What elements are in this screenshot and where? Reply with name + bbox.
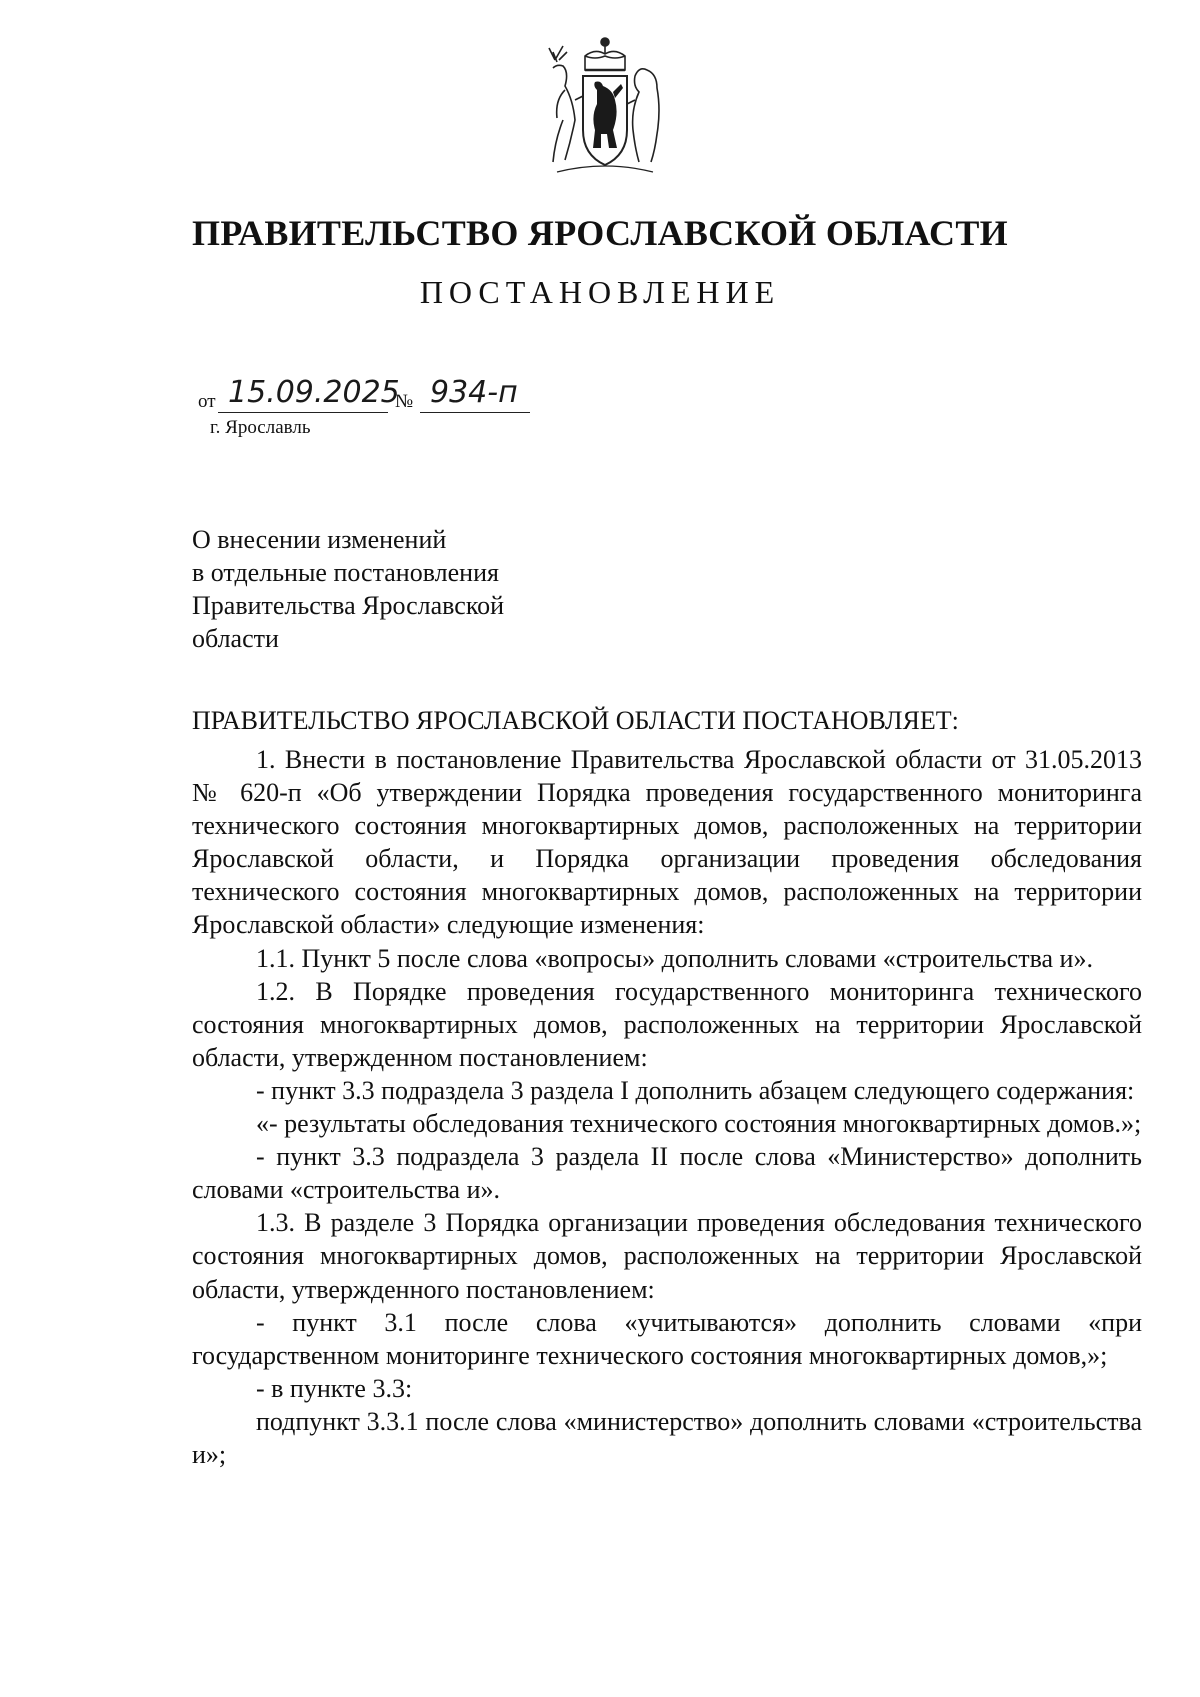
- date-prefix: от: [198, 391, 216, 412]
- document-subject: [192, 523, 504, 655]
- document-body: [192, 743, 1142, 1471]
- body-paragraph: 1.1. Пункт 5 после слова «вопросы» дополнить словами «строительства и».: [256, 943, 1093, 973]
- date-number-line: [198, 375, 618, 415]
- number-prefix: №: [395, 391, 414, 412]
- body-paragraph: подпункт 3.3.1 после слова «министерство» дополнить словами «строительства и»;: [192, 1406, 1142, 1469]
- body-paragraph: 1. Внести в постановление Правительства Ярославской области от 31.05.2013 № 620-п «Об утверждении Порядка проведения государственного мониторинга технического состояния многоквартирных домов, расположенных на территории Ярославской области, и Порядка организации проведения обследования технического состояния многоквартирных домов, расположенных на территории Ярославской области» следующие изменения:: [192, 745, 1142, 940]
- body-paragraph: - пункт 3.3 подраздела 3 раздела II после слова «Министерство» дополнить словами «строительства и».: [192, 1142, 1142, 1205]
- subject-line: области: [192, 624, 279, 653]
- city-label: г. Ярославль: [210, 417, 311, 438]
- date-underline: [218, 412, 388, 413]
- government-title: ПРАВИТЕЛЬСТВО ЯРОСЛАВСКОЙ ОБЛАСТИ: [192, 213, 1008, 253]
- body-paragraph: 1.2. В Порядке проведения государственного мониторинга технического состояния многоквартирных домов, расположенных на территории Ярославской области, утвержденном постановлением:: [192, 976, 1142, 1072]
- handwritten-date: 15.09.2025: [228, 375, 400, 410]
- body-paragraph: - пункт 3.3 подраздела 3 раздела I дополнить абзацем следующего содержания:: [256, 1075, 1135, 1105]
- decree-heading: ПРАВИТЕЛЬСТВО ЯРОСЛАВСКОЙ ОБЛАСТИ ПОСТАНОВЛЯЕТ:: [192, 706, 959, 735]
- body-paragraph: - в пункте 3.3:: [256, 1373, 413, 1403]
- body-paragraph: - пункт 3.1 после слова «учитываются» дополнить словами «при государственном мониторинге технического состояния многоквартирных домов,»;: [192, 1307, 1142, 1370]
- document-type: ПОСТАНОВЛЕНИЕ: [419, 274, 781, 310]
- handwritten-number: 934-п: [430, 375, 518, 410]
- number-underline: [420, 412, 530, 413]
- body-paragraph: 1.3. В разделе 3 Порядка организации проведения обследования технического состояния многоквартирных домов, расположенных на территории Ярославской области, утвержденного постановлением:: [192, 1208, 1142, 1304]
- body-paragraph: «- результаты обследования технического состояния многоквартирных домов.»;: [256, 1109, 1142, 1139]
- subject-line: Правительства Ярославской: [192, 591, 505, 620]
- subject-line: О внесении изменений: [192, 525, 447, 554]
- coat-of-arms-icon: [535, 30, 675, 185]
- subject-line: в отдельные постановления: [192, 558, 499, 587]
